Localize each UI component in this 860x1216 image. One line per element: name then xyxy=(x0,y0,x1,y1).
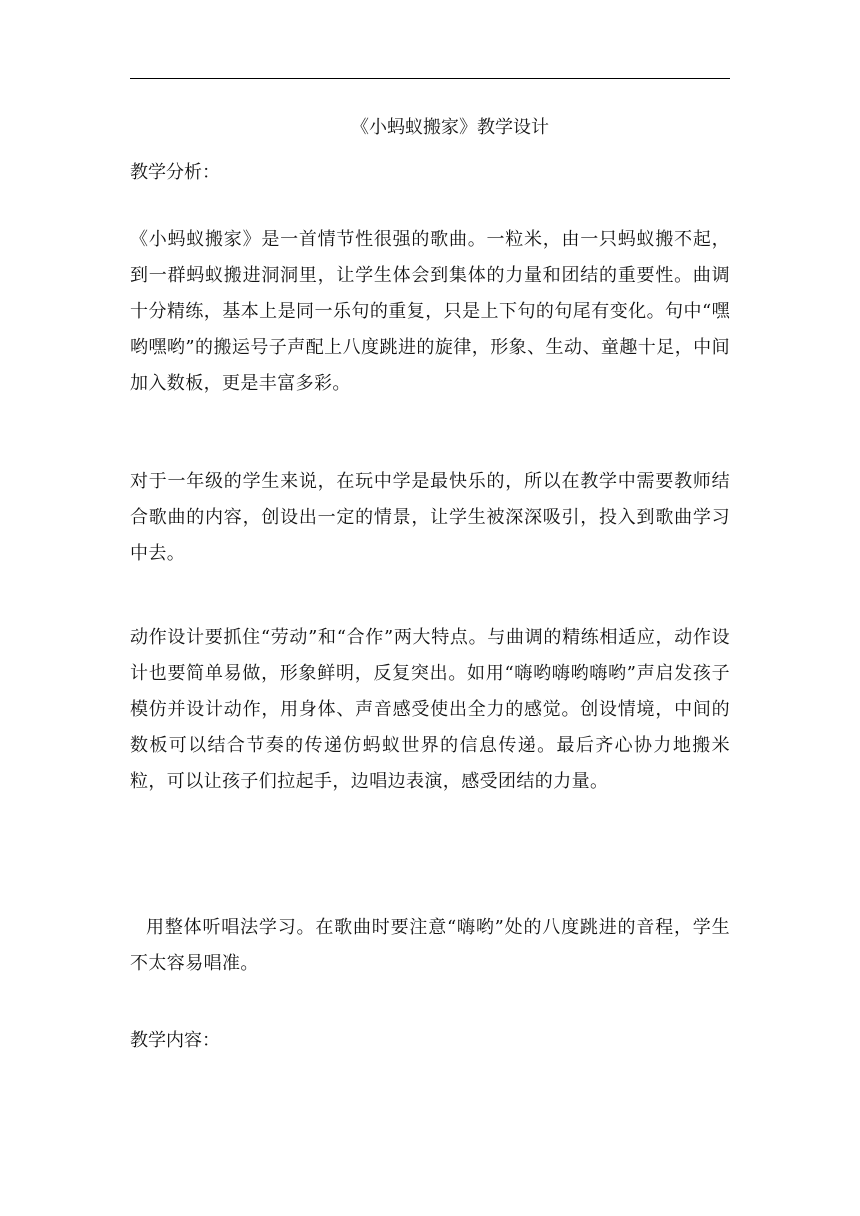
paragraph-student-context: 对于一年级的学生来说，在玩中学是最快乐的，所以在教学中需要教师结合歌曲的内容，创设出一定的情景，让学生被深深吸引，投入到歌曲学习中去。 xyxy=(130,471,730,564)
header-rule xyxy=(130,78,730,79)
document-title: 《小蚂蚁搬家》教学设计 xyxy=(351,117,549,138)
paragraph-movement-design: 动作设计要抓住“劳动”和“合作”两大特点。与曲调的精练相适应，动作设计也要简单易做，形象鲜明，反复突出。如用“嗨哟嗨哟嗨哟”声启发孩子模仿并设计动作，用身体、声音感受使出全力的感觉。创设情境，中间的数板可以结合节奏的传递仿蚂蚁世界的信息传递。最后齐心协力地搬米粒，可以让孩子们拉起手，边唱边表演，感受团结的力量。 xyxy=(130,627,730,792)
paragraph-listening-method: 用整体听唱法学习。在歌曲时要注意“嗨哟”处的八度跳进的音程，学生不太容易唱准。 xyxy=(130,917,730,974)
section-heading-content: 教学内容： xyxy=(130,1030,220,1051)
section-heading-analysis: 教学分析： xyxy=(130,162,220,183)
paragraph-song-description: 《小蚂蚁搬家》是一首情节性很强的歌曲。一粒米，由一只蚂蚁搬不起，到一群蚂蚁搬进洞洞里，让学生体会到集体的力量和团结的重要性。曲调十分精练，基本上是同一乐句的重复，只是上下句的句尾有变化。句中“嘿哟嘿哟”的搬运号子声配上八度跳进的旋律，形象、生动、童趣十足，中间加入数板，更是丰富多彩。 xyxy=(130,229,730,394)
